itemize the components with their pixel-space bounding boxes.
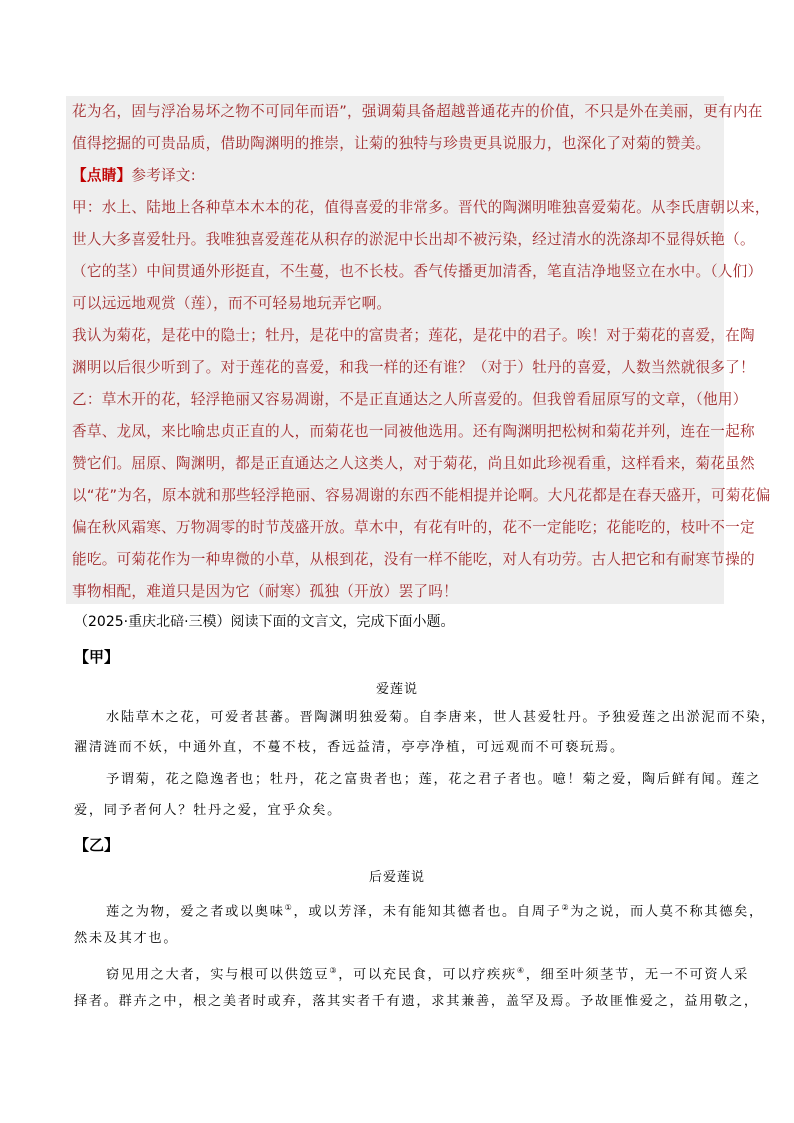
passage-line: 濯清涟而不妖，中通外直，不蔓不枝，香远益清，亭亭净植，可远观而不可亵玩焉。	[74, 740, 625, 755]
passage-text: 窃见用之大者，实与根可以供笾豆	[106, 967, 330, 983]
passage-text: 为之说，而人莫不称其德矣，	[570, 904, 764, 920]
section-marker-yi: 【乙】	[74, 836, 120, 854]
translation-line: 能吃。可菊花作为一种卑微的小草，从根到花，没有一样不能吃，对人有功劳。古人把它和有耐寒节操的	[72, 551, 755, 568]
passage-line: 择者。群卉之中，根之美者时或弃，落其实者千有遗，求其兼善，盖罕及焉。予故匪惟爱之，益用敬之，	[74, 994, 759, 1009]
translation-line: 以“花”为名，原本就和那些轻浮艳丽、容易凋谢的东西不能相提并论啊。大凡花都是在春天盛开，可菊花偏	[72, 487, 771, 504]
footnote-marker: ②	[561, 903, 571, 912]
passage-text: 莲之为物，爱之者或以奥味	[106, 904, 285, 920]
section-marker-jia: 【甲】	[74, 648, 120, 666]
translation-line: 事物相配，难道只是因为它（耐寒）孤独（开放）罢了吗！	[72, 583, 458, 600]
answer-line: 值得挖掘的可贵品质，借助陶渊明的推崇，让菊的独特与珍贵更具说服力，也深化了对菊的赞美。	[72, 135, 711, 152]
dianjing-label: 【点睛】	[72, 167, 132, 184]
translation-line: （它的茎）中间贯通外形挺直，不生蔓，也不长枝。香气传播更加清香，笔直洁净地竖立在水中。（人们）	[72, 263, 763, 280]
passage-line	[106, 961, 749, 985]
translation-line: 我认为菊花，是花中的隐士；牡丹，是花中的富贵者；莲花，是花中的君子。唉！对于菊花的喜爱，在陶	[72, 327, 755, 344]
passage-line: 然未及其才也。	[74, 931, 179, 946]
passage-text: ，细至叶须茎节，无一不可资人采	[525, 967, 750, 983]
translation-line: 偏在秋风霜寒、万物凋零的时节茂盛开放。草木中，有花有叶的，花不一定能吃；花能吃的，枝叶不一定	[72, 519, 755, 536]
passage-text: ，可以充民食，可以疗疾疢	[338, 967, 517, 983]
translation-line: 香草、龙凤，来比喻忠贞正直的人，而菊花也一同被他选用。还有陶渊明把松树和菊花并列，连在一起称	[72, 423, 755, 440]
passage-text: ，或以芳泽，未有能知其德者也。自周子	[293, 904, 562, 920]
passage-line: 爱，同予者何人？牡丹之爱，宜乎众矣。	[74, 803, 342, 818]
translation-line: 世人大多喜爱牡丹。我唯独喜爱莲花从积存的淤泥中长出却不被污染，经过清水的洗涤却不显得妖艳（。	[72, 231, 755, 248]
passage-line: 予谓菊，花之隐逸者也；牡丹，花之富贵者也；莲，花之君子者也。噫！菊之爱，陶后鲜有闻。莲之	[106, 772, 762, 787]
dianjing-text: 参考译文:	[131, 167, 196, 184]
footnote-marker: ①	[284, 903, 294, 912]
passage-line	[106, 898, 764, 922]
translation-line: 赞它们。屈原、陶渊明，都是正直通达之人这类人，对于菊花，尚且如此珍视看重，这样看来，菊花虽然	[72, 455, 755, 472]
answer-line: 花为名，固与浮冶易坏之物不可同年而语”，强调菊具备超越普通花卉的价值，不只是外在美丽，更有内在	[72, 103, 763, 120]
passage-line: 水陆草木之花，可爱者甚蕃。晋陶渊明独爱菊。自李唐来，世人甚爱牡丹。予独爱莲之出淤泥而不染，	[106, 710, 776, 725]
passage-title-jia: 爱莲说	[375, 682, 418, 697]
question-intro: （2025·重庆北碚·三模）阅读下面的文言文，完成下面小题。	[74, 614, 455, 630]
translation-line: 乙：草木开的花，轻浮艳丽又容易凋谢，不是正直通达之人所喜爱的。但我曾看屈原写的文章，（他用）	[72, 391, 748, 408]
translation-line: 渊明以后很少听到了。对于莲花的喜爱，和我一样的还有谁？（对于）牡丹的喜爱，人数当然就很多了！	[72, 359, 755, 376]
translation-line: 可以远远地观赏（莲），而不可轻易地玩弄它啊。	[72, 295, 392, 312]
footnote-marker: ③	[329, 966, 339, 975]
dianjing-line	[72, 166, 196, 186]
translation-line: 甲：水上、陆地上各种草本木本的花，值得喜爱的非常多。晋代的陶渊明唯独喜爱菊花。从李氏唐朝以来，	[72, 199, 770, 216]
footnote-marker: ④	[516, 966, 526, 975]
passage-title-yi: 后爱莲说	[368, 870, 425, 885]
